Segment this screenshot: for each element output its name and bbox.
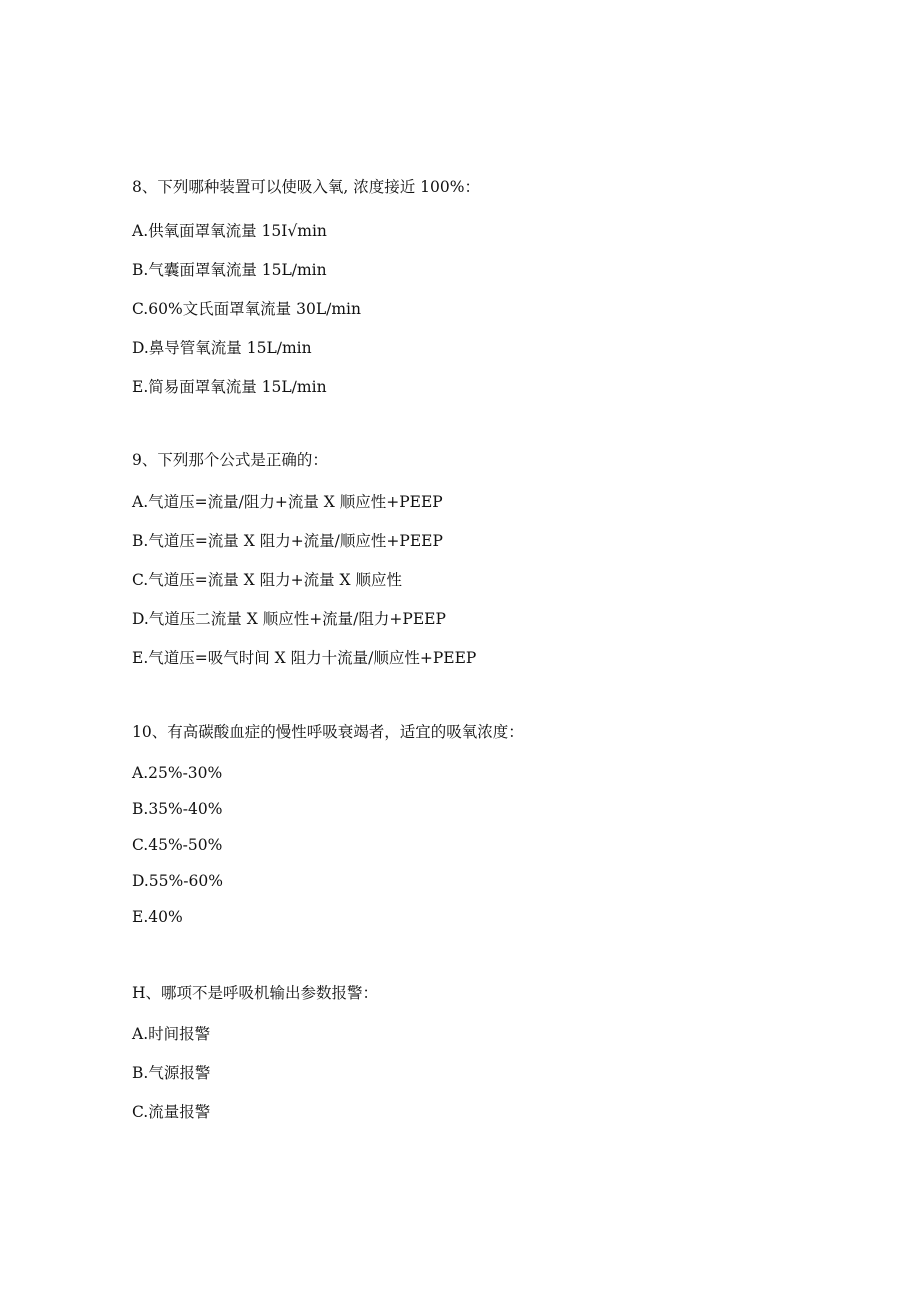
question-stem: 10、有高碳酸血症的慢性呼吸衰竭者，适宜的吸氧浓度： [132, 723, 524, 741]
option-e: E.简易面罩氧流量 15L∕min [132, 378, 327, 396]
question-10 [132, 722, 872, 943]
option-b: B.气源报警 [132, 1064, 211, 1082]
question-11 [132, 983, 872, 1141]
option-c: C.60%文氏面罩氧流量 30L∕min [132, 300, 361, 318]
option-a: A.气道压=流量/阻力+流量 X 顺应性+PEEP [132, 493, 443, 511]
option-c: C.流量报警 [132, 1103, 211, 1121]
option-a: A.25%-30% [132, 764, 223, 782]
question-stem: 9、下列那个公式是正确的： [132, 451, 328, 469]
option-d: D.55%-60% [132, 872, 223, 890]
question-stem: H、哪项不是呼吸机输出参数报警： [132, 984, 379, 1002]
option-e: E.气道压=吸气时间 X 阻力十流量/顺应性+PEEP [132, 649, 477, 667]
option-d: D.气道压二流量 X 顺应性+流量/阻力+PEEP [132, 610, 446, 628]
question-9 [132, 450, 872, 687]
option-a: A.时间报警 [132, 1025, 211, 1043]
option-c: C.气道压=流量 X 阻力+流量 X 顺应性 [132, 571, 402, 589]
option-d: D.鼻导管氧流量 15L∕min [132, 339, 312, 357]
option-c: C.45%-50% [132, 836, 223, 854]
option-b: B.气道压=流量 X 阻力+流量/顺应性+PEEP [132, 532, 443, 550]
option-b: B.35%-40% [132, 800, 223, 818]
question-stem: 8、下列哪种装置可以使吸入氧, 浓度接近 100%： [132, 178, 480, 196]
question-8 [132, 177, 872, 416]
option-a: A.供氧面罩氧流量 15I√min [132, 222, 327, 240]
option-b: B.气囊面罩氧流量 15L∕min [132, 261, 327, 279]
option-e: E.40% [132, 908, 183, 926]
